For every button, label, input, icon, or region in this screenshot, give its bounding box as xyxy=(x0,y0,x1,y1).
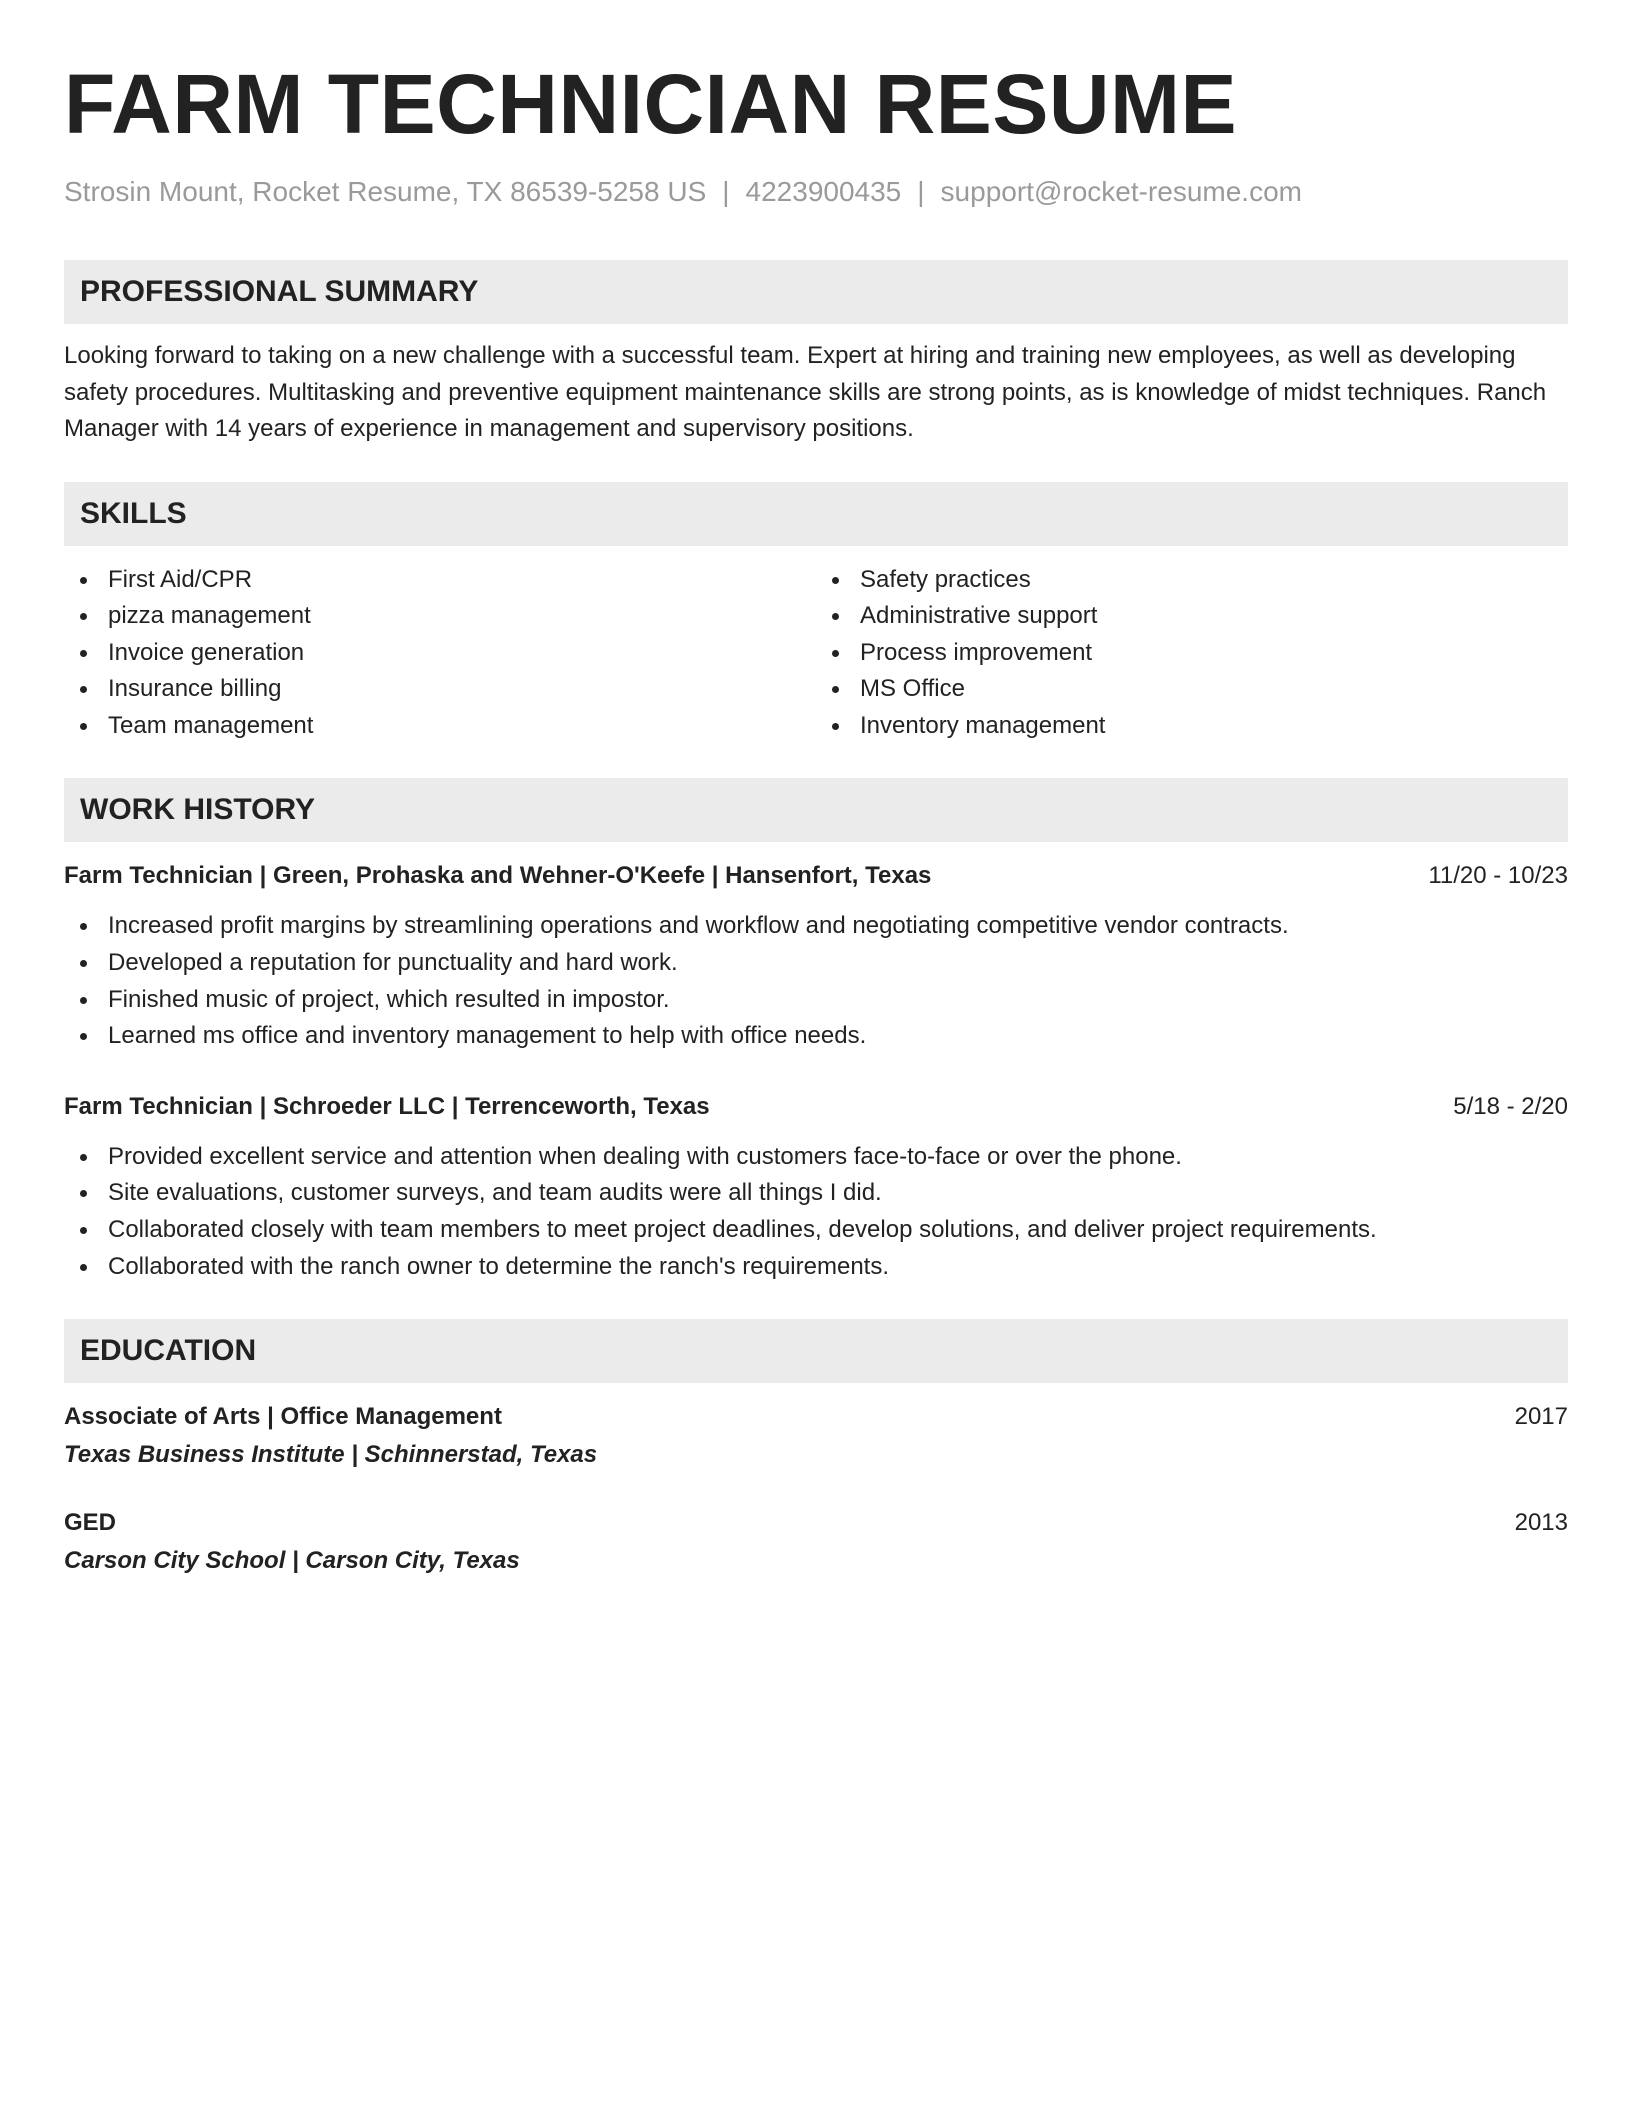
skill-item: pizza management xyxy=(64,598,816,635)
job-header xyxy=(64,1089,1568,1125)
education-degree: GED xyxy=(64,1509,117,1537)
job-bullet: Developed a reputation for punctuality and hard work. xyxy=(64,945,1568,982)
skills-column-right xyxy=(816,562,1568,745)
education-heading: EDUCATION xyxy=(64,1319,1568,1383)
skill-item: Team management xyxy=(64,708,816,745)
job-bullets xyxy=(64,1139,1568,1285)
job-bullet: Provided excellent service and attention when dealing with customers face-to-face or over the phone. xyxy=(64,1139,1568,1176)
job-bullet: Site evaluations, customer surveys, and team audits were all things I did. xyxy=(64,1175,1568,1212)
job-bullet: Collaborated closely with team members to meet project deadlines, develop solutions, and deliver project requirements. xyxy=(64,1212,1568,1249)
skills-grid xyxy=(64,562,1568,745)
job-bullet: Learned ms office and inventory management to help with office needs. xyxy=(64,1018,1568,1055)
contact-phone: 4223900435 xyxy=(745,176,902,207)
education-header xyxy=(64,1505,1568,1541)
skill-item: Inventory management xyxy=(816,708,1568,745)
contact-line xyxy=(64,174,1568,210)
education-entry xyxy=(64,1399,1568,1473)
contact-email: support@rocket-resume.com xyxy=(940,176,1302,207)
education-school: Texas Business Institute | Schinnerstad, Texas xyxy=(64,1441,598,1469)
job-bullet: Collaborated with the ranch owner to determine the ranch's requirements. xyxy=(64,1249,1568,1286)
education-entry xyxy=(64,1505,1568,1579)
job-dates: 11/20 - 10/23 xyxy=(1428,862,1568,890)
job-title: Farm Technician | Schroeder LLC | Terrenceworth, Texas xyxy=(64,1092,710,1120)
job-entry xyxy=(64,858,1568,1054)
resume-title: FARM TECHNICIAN RESUME xyxy=(64,57,1238,151)
education-year: 2013 xyxy=(1514,1509,1568,1537)
skill-item: Process improvement xyxy=(816,635,1568,672)
job-entry xyxy=(64,1089,1568,1285)
education-header xyxy=(64,1399,1568,1435)
skills-column-left xyxy=(64,562,816,745)
job-bullet: Increased profit margins by streamlining operations and workflow and negotiating competitive vendor contracts. xyxy=(64,908,1568,945)
job-title: Farm Technician | Green, Prohaska and Wehner-O'Keefe | Hansenfort, Texas xyxy=(64,862,932,890)
summary-text: Looking forward to taking on a new challenge with a successful team. Expert at hiring and training new employees, as well as developing safety procedures. Multitasking and preventive equipment maintenance skills are strong points, as is knowledge of midst techniques. Ranch Manager with 14 years of experience in management and supervisory positions. xyxy=(64,342,1547,442)
work-history-heading: WORK HISTORY xyxy=(64,778,1568,842)
skill-item: Administrative support xyxy=(816,598,1568,635)
skill-item: Safety practices xyxy=(816,562,1568,599)
contact-separator: | xyxy=(722,176,730,207)
job-header xyxy=(64,858,1568,894)
job-bullet: Finished music of project, which resulted in impostor. xyxy=(64,982,1568,1019)
skill-item: MS Office xyxy=(816,671,1568,708)
education-year: 2017 xyxy=(1514,1403,1568,1431)
skill-item: First Aid/CPR xyxy=(64,562,816,599)
summary-heading: PROFESSIONAL SUMMARY xyxy=(64,260,1568,324)
education-school: Carson City School | Carson City, Texas xyxy=(64,1547,520,1575)
skill-item: Invoice generation xyxy=(64,635,816,672)
skills-heading: SKILLS xyxy=(64,482,1568,546)
skill-item: Insurance billing xyxy=(64,671,816,708)
education-degree: Associate of Arts | Office Management xyxy=(64,1403,502,1431)
contact-address: Strosin Mount, Rocket Resume, TX 86539-5258 US xyxy=(64,176,707,207)
job-bullets xyxy=(64,908,1568,1054)
job-dates: 5/18 - 2/20 xyxy=(1453,1092,1568,1120)
contact-separator: | xyxy=(917,176,925,207)
